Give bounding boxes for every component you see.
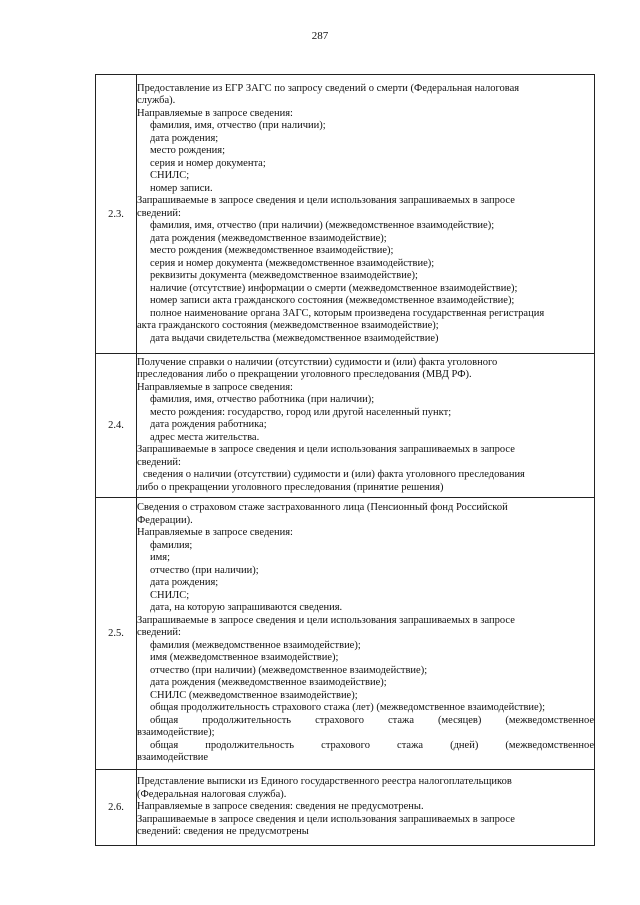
text-line: сведений: [137, 207, 181, 219]
text-line: взаимодействие); [137, 727, 215, 739]
table-row [96, 75, 595, 354]
row-number: 2.5. [96, 498, 137, 770]
text-line: отчество (при наличии); [150, 564, 259, 576]
text-line: Направляемые в запросе сведения: [137, 527, 293, 539]
text-line: отчество (при наличии) (межведомственное взаимодействие); [150, 664, 428, 676]
text-line: общая продолжительность страхового стажа (дней) (межведомственное [150, 739, 594, 751]
text-line: Сведения о страховом стаже застрахованного лица (Пенсионный фонд Российской [137, 502, 508, 514]
text-line: Направляемые в запросе сведения: [137, 381, 293, 393]
text-line: наличие (отсутствие) информации о смерти (межведомственное взаимодействие); [150, 282, 518, 294]
text-line: адрес места жительства. [150, 431, 260, 443]
text-line: фамилия (межведомственное взаимодействие); [150, 639, 361, 651]
page-number: 287 [311, 30, 329, 42]
text-line: дата рождения (межведомственное взаимодействие); [150, 232, 387, 244]
text-line: имя; [150, 552, 171, 564]
row-content [137, 75, 595, 354]
text-line: фамилия, имя, отчество (при наличии) (межведомственное взаимодействие); [150, 220, 495, 232]
text-line: серия и номер документа; [150, 157, 266, 169]
text-line: СНИЛС; [150, 170, 190, 182]
text-line: дата рождения работника; [150, 419, 267, 431]
text-line: СНИЛС; [150, 589, 190, 601]
text-line: преследования либо о прекращении уголовного преследования (МВД РФ). [137, 369, 472, 381]
text-line: Федерации). [137, 514, 193, 526]
text-line: Получение справки о наличии (отсутствии) судимости и (или) факта уголовного [137, 356, 498, 368]
text-line: взаимодействие [137, 752, 209, 764]
text-line: место рождения (межведомственное взаимодействие); [150, 245, 394, 257]
text-line: сведений: сведения не предусмотрены [137, 826, 309, 838]
text-line: СНИЛС (межведомственное взаимодействие); [150, 689, 358, 701]
text-line: Запрашиваемые в запросе сведения и цели использования запрашиваемых в запросе [137, 444, 515, 456]
text-line: фамилия; [150, 539, 193, 551]
text-line: место рождения: государство, город или другой населенный пункт; [150, 406, 452, 418]
text-line: служба). [137, 95, 176, 107]
row-number: 2.3. [96, 75, 137, 354]
row-content [137, 354, 595, 498]
text-line: Запрашиваемые в запросе сведения и цели использования запрашиваемых в запросе [137, 813, 515, 825]
text-line: фамилия, имя, отчество (при наличии); [150, 120, 326, 132]
text-line: либо о прекращении уголовного преследования (принятие решения) [137, 481, 444, 493]
text-line: дата рождения (межведомственное взаимодействие); [150, 677, 387, 689]
text-line: имя (межведомственное взаимодействие); [150, 652, 339, 664]
row-content [137, 770, 595, 846]
text-line: дата, на которую запрашиваются сведения. [150, 602, 343, 614]
row-content [137, 498, 595, 770]
text-line: полное наименование органа ЗАГС, которым произведена государственная регистрация [150, 307, 545, 319]
row-number: 2.4. [96, 354, 137, 498]
text-line: общая продолжительность страхового стажа (лет) (межведомственное взаимодействие); [150, 702, 546, 714]
text-line: Направляемые в запросе сведения: [137, 107, 293, 119]
text-line: место рождения; [150, 145, 226, 157]
text-line: фамилия, имя, отчество работника (при наличии); [150, 394, 375, 406]
text-line: Запрашиваемые в запросе сведения и цели использования запрашиваемых в запросе [137, 614, 515, 626]
text-line: (Федеральная налоговая служба). [137, 788, 287, 800]
text-line: серия и номер документа (межведомственное взаимодействие); [150, 257, 435, 269]
text-line: сведений: [137, 627, 181, 639]
text-line: общая продолжительность страхового стажа (месяцев) (межведомственное [150, 714, 594, 726]
text-line: Запрашиваемые в запросе сведения и цели использования запрашиваемых в запросе [137, 195, 515, 207]
text-line: номер записи. [150, 182, 213, 194]
text-line: сведения о наличии (отсутствии) судимости и (или) факта уголовного преследования [143, 469, 525, 481]
text-line: реквизиты документа (межведомственное взаимодействие); [150, 270, 418, 282]
text-line: дата рождения; [150, 577, 219, 589]
table-row [96, 770, 595, 846]
text-line: акта гражданского состояния (межведомственное взаимодействие); [137, 320, 439, 332]
requests-table [95, 74, 595, 846]
text-line: сведений: [137, 456, 181, 468]
table-row [96, 498, 595, 770]
table-row [96, 354, 595, 498]
row-number: 2.6. [96, 770, 137, 846]
text-line: дата рождения; [150, 132, 219, 144]
text-line: Направляемые в запросе сведения: сведения не предусмотрены. [137, 801, 424, 813]
text-line: дата выдачи свидетельства (межведомственное взаимодействие) [150, 332, 439, 344]
text-line: Представление выписки из Единого государственного реестра налогоплательщиков [137, 776, 512, 788]
text-line: Предоставление из ЕГР ЗАГС по запросу сведений о смерти (Федеральная налоговая [137, 82, 520, 94]
text-line: номер записи акта гражданского состояния (межведомственное взаимодействие); [150, 295, 515, 307]
